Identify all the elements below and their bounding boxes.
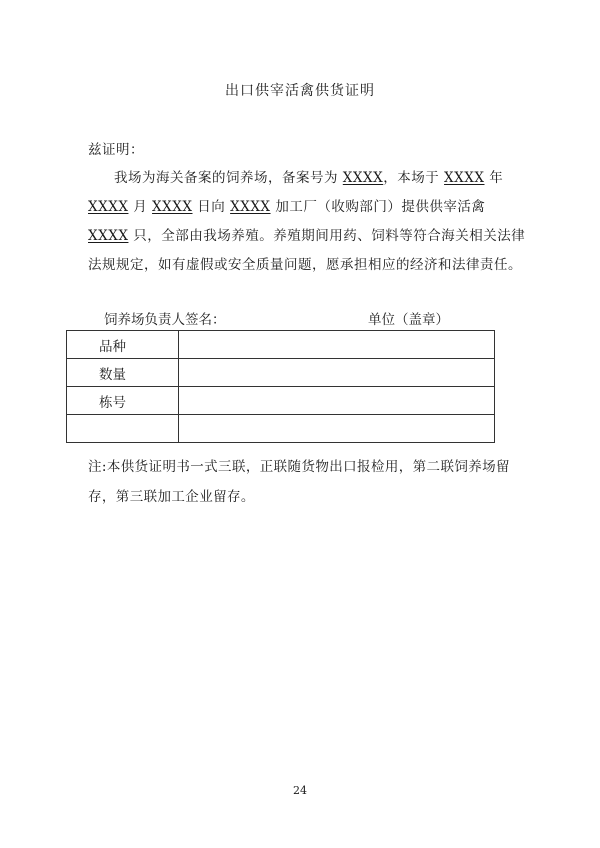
body-text: 年 xyxy=(484,170,504,186)
table-row xyxy=(67,331,495,359)
row-value-field[interactable] xyxy=(179,331,495,359)
table-row xyxy=(67,387,495,415)
row-label: 品种 xyxy=(67,331,179,359)
greeting: 兹证明： xyxy=(88,142,144,158)
signature-line xyxy=(104,308,464,330)
note-text: 注:本供货证明书一式三联，正联随货物出口报检用，第二联饲养场留存，第三联加工企业留存。 xyxy=(88,459,510,505)
manager-signature-label: 饲养场负责人签名： xyxy=(104,312,226,328)
row-value-field[interactable] xyxy=(179,387,495,415)
goods-info-table xyxy=(66,330,495,443)
certificate-body xyxy=(88,164,528,280)
row-value-field[interactable] xyxy=(179,359,495,387)
body-text: ，本场于 xyxy=(383,170,445,186)
table-row xyxy=(67,415,495,443)
body-text: 我场为海关备案的饲养场，备案号为 xyxy=(114,170,343,186)
body-text: 月 xyxy=(128,199,153,215)
registration-number: XXXX xyxy=(342,170,384,186)
day-field: XXXX xyxy=(152,199,193,215)
row-label: 栋号 xyxy=(67,387,179,415)
row-value-field[interactable] xyxy=(179,415,495,443)
footnote xyxy=(88,452,528,512)
count-field: XXXX xyxy=(88,228,129,244)
body-text: 只，全部由我场养殖。养殖期间用药、饲料等符合海关相关法律法规规定，如有虚假或安全质量问题，愿承担相应的经济和法律责任。 xyxy=(88,228,526,273)
body-text: 加工厂（收购部门）提供供宰活禽 xyxy=(270,199,486,215)
table-row xyxy=(67,359,495,387)
year-field: XXXX xyxy=(444,170,485,186)
body-text: 日向 xyxy=(192,199,231,215)
document-title: 出口供宰活禽供货证明 xyxy=(225,83,375,99)
factory-field: XXXX xyxy=(230,199,271,215)
unit-seal-label: 单位（盖章） xyxy=(368,312,449,328)
page-number: 24 xyxy=(293,784,307,797)
month-field: XXXX xyxy=(88,199,129,215)
row-label xyxy=(67,415,179,443)
row-label: 数量 xyxy=(67,359,179,387)
